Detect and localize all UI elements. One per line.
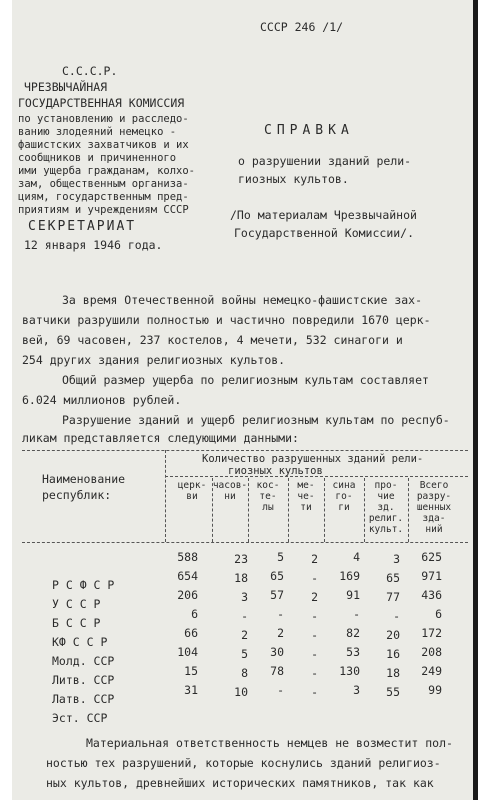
commission-line-2: ГОСУДАРСТВЕННАЯ КОМИССИЯ: [18, 96, 185, 110]
table-cell: 78: [270, 664, 284, 678]
table-cell: 65: [386, 571, 400, 585]
table-cell: -: [311, 685, 318, 699]
column-header-4-line-0: сина: [332, 480, 356, 491]
table-cell: -: [353, 607, 360, 621]
column-header-1-line-0: часов-: [212, 480, 248, 491]
table-cell: 206: [177, 588, 198, 602]
column-divider: [364, 478, 365, 542]
column-header-3-line-1: че-: [297, 491, 315, 502]
column-divider: [288, 478, 289, 542]
table-cell: 31: [184, 683, 198, 697]
column-header-2-line-2: лы: [262, 502, 274, 513]
name-col-header-1: Наименование: [42, 472, 126, 486]
column-divider: [212, 478, 213, 542]
table-cell: 6: [435, 607, 442, 621]
table-cell: 18: [234, 571, 248, 585]
table-cell: 3: [353, 683, 360, 697]
table-cell: 2: [311, 552, 318, 566]
table-cell: 99: [428, 683, 442, 697]
commission-body-6: зам, общественным организа-: [18, 178, 189, 190]
commission-body-2: ванию злодеяний немецко -: [18, 126, 177, 138]
column-header-0-line-1: ви: [186, 491, 198, 502]
document-title: СПРАВКА: [264, 123, 354, 138]
table-cell: 6: [191, 607, 198, 621]
table-cell: 130: [339, 664, 360, 678]
republic-name: Эст. ССР: [52, 711, 108, 725]
table-cell: 4: [353, 550, 360, 564]
closing-line-1: Материальная ответственность немцев не возместит пол-: [86, 736, 453, 750]
table-cell: 30: [270, 645, 284, 659]
table-cell: 3: [241, 590, 248, 604]
column-divider: [248, 478, 249, 542]
column-header-3-line-0: ме-: [297, 480, 315, 491]
column-header-1-line-1: ни: [224, 491, 236, 502]
table-cell: 172: [421, 626, 442, 640]
name-col-header-2: республик:: [42, 488, 112, 502]
table-cell: 588: [177, 550, 198, 564]
table-cell: -: [277, 607, 284, 621]
column-header-6-line-2: шенных: [416, 502, 452, 513]
table-cell: 654: [177, 569, 198, 583]
table-cell: 53: [346, 645, 360, 659]
column-header-4-line-1: го-: [335, 491, 353, 502]
source-line-2: Государственной Комиссии/.: [234, 226, 415, 240]
closing-line-3: ных культов, древнейших исторических памятников, так как: [46, 776, 434, 790]
table-cell: 2: [311, 590, 318, 604]
commission-body-8: приятиям и учреждениям СССР: [18, 204, 189, 216]
column-header-2-line-0: кос-: [256, 480, 280, 491]
table-cell: 82: [346, 626, 360, 640]
table-cell: -: [311, 628, 318, 642]
table-cell: 20: [386, 628, 400, 642]
secretariat-label: СЕКРЕТАРИАТ: [28, 219, 137, 234]
table-cell: -: [241, 609, 248, 623]
paragraph-line-7: Разрушение зданий и ущерб религиозным культам по респуб-: [62, 413, 450, 427]
republic-name: КФ С С Р: [52, 635, 108, 649]
table-cell: 5: [241, 647, 248, 661]
republic-name: У С С Р: [52, 597, 101, 611]
table-cell: 2: [241, 628, 248, 642]
paragraph-line-4: 254 других здания религиозных культов.: [22, 353, 286, 367]
source-line-1: /По материалам Чрезвычайной: [230, 208, 417, 222]
group-header-1: Количество разрушенных зданий рели-: [202, 453, 424, 465]
table-cell: 625: [421, 550, 442, 564]
table-cell: -: [393, 609, 400, 623]
table-cell: -: [311, 666, 318, 680]
table-cell: 10: [234, 685, 248, 699]
table-header-rule: [22, 542, 468, 543]
column-header-6-line-0: Всего: [419, 480, 449, 491]
commission-body-1: по установлению и расследо-: [18, 113, 189, 125]
table-cell: 18: [386, 666, 400, 680]
commission-body-4: сообщников и причиненного: [18, 152, 177, 164]
commission-body-3: фашистских захватчиков и их: [18, 139, 189, 151]
column-divider: [408, 478, 409, 542]
paragraph-line-8: ликам представляется следующими данными:: [22, 431, 299, 445]
table-cell: 91: [346, 588, 360, 602]
column-header-5-line-2: зд.: [377, 502, 395, 513]
table-cell: 169: [339, 569, 360, 583]
table-cell: 104: [177, 645, 198, 659]
column-header-4-line-2: ги: [338, 502, 350, 513]
table-cell: 15: [184, 664, 198, 678]
name-col-divider: [165, 450, 166, 542]
subject-line-2: гиозных культов.: [238, 172, 349, 186]
table-cell: 436: [421, 588, 442, 602]
table-cell: 3: [393, 552, 400, 566]
group-header-rule: [165, 476, 468, 477]
table-top-rule: [22, 450, 468, 451]
table-cell: 77: [386, 590, 400, 604]
document-date: 12 января 1946 года.: [24, 238, 163, 252]
republic-name: Молд. ССР: [52, 654, 115, 668]
page-edge-shadow: [473, 0, 478, 800]
paragraph-line-2: ватчики разрушили полностью и частично повредили 1670 церк-: [22, 313, 431, 327]
table-cell: -: [311, 571, 318, 585]
table-cell: 971: [421, 569, 442, 583]
column-header-3-line-2: ти: [300, 502, 312, 513]
document-reference: СССР 246 /1/: [260, 20, 344, 34]
paragraph-line-3: вей, 69 часовен, 237 костелов, 4 мечети, 532 синагоги и: [22, 333, 403, 347]
column-header-5-line-3: религ.: [368, 513, 404, 524]
republic-name: Р С Ф С Р: [52, 578, 115, 592]
commission-line-1: ЧРЕЗВЫЧАЙНАЯ: [24, 80, 108, 94]
document-page: [12, 0, 478, 800]
table-cell: 55: [386, 685, 400, 699]
column-header-0-line-0: церк-: [177, 480, 207, 491]
table-cell: 208: [421, 645, 442, 659]
table-cell: -: [277, 683, 284, 697]
table-cell: 249: [421, 664, 442, 678]
column-header-2-line-1: те-: [259, 491, 277, 502]
ussr-label: С.С.С.Р.: [62, 64, 118, 78]
table-cell: 5: [277, 550, 284, 564]
republic-name: Б С С Р: [52, 616, 101, 630]
table-cell: 57: [270, 588, 284, 602]
table-cell: 8: [241, 666, 248, 680]
column-header-5-line-0: про-: [374, 480, 398, 491]
table-cell: 16: [386, 647, 400, 661]
republic-name: Латв. ССР: [52, 692, 115, 706]
table-cell: -: [311, 647, 318, 661]
group-header-2: гиозных культов: [228, 465, 323, 477]
column-divider: [324, 478, 325, 542]
paragraph-line-6: 6.024 миллионов рублей.: [22, 393, 182, 407]
column-header-6-line-1: разру-: [416, 491, 452, 502]
table-cell: -: [311, 609, 318, 623]
subject-line-1: о разрушении зданий рели-: [238, 154, 412, 168]
closing-line-2: ностью тех разрушений, которые коснулись зданий религиоз-: [46, 756, 441, 770]
commission-body-7: циям, государственным пред-: [18, 191, 189, 203]
paragraph-line-5: Общий размер ущерба по религиозным культам составляет: [62, 373, 429, 387]
column-header-5-line-1: чие: [377, 491, 395, 502]
table-cell: 23: [234, 552, 248, 566]
table-cell: 2: [277, 626, 284, 640]
paragraph-line-1: За время Отечественной войны немецко-фашистские зах-: [62, 293, 423, 307]
column-header-5-line-4: культ.: [368, 524, 404, 535]
republic-name: Литв. ССР: [52, 673, 115, 687]
table-cell: 65: [270, 569, 284, 583]
table-cell: 66: [184, 626, 198, 640]
column-header-6-line-4: ний: [425, 524, 443, 535]
column-header-6-line-3: зда-: [422, 513, 446, 524]
commission-body-5: ими ущерба гражданам, колхо-: [18, 165, 196, 177]
